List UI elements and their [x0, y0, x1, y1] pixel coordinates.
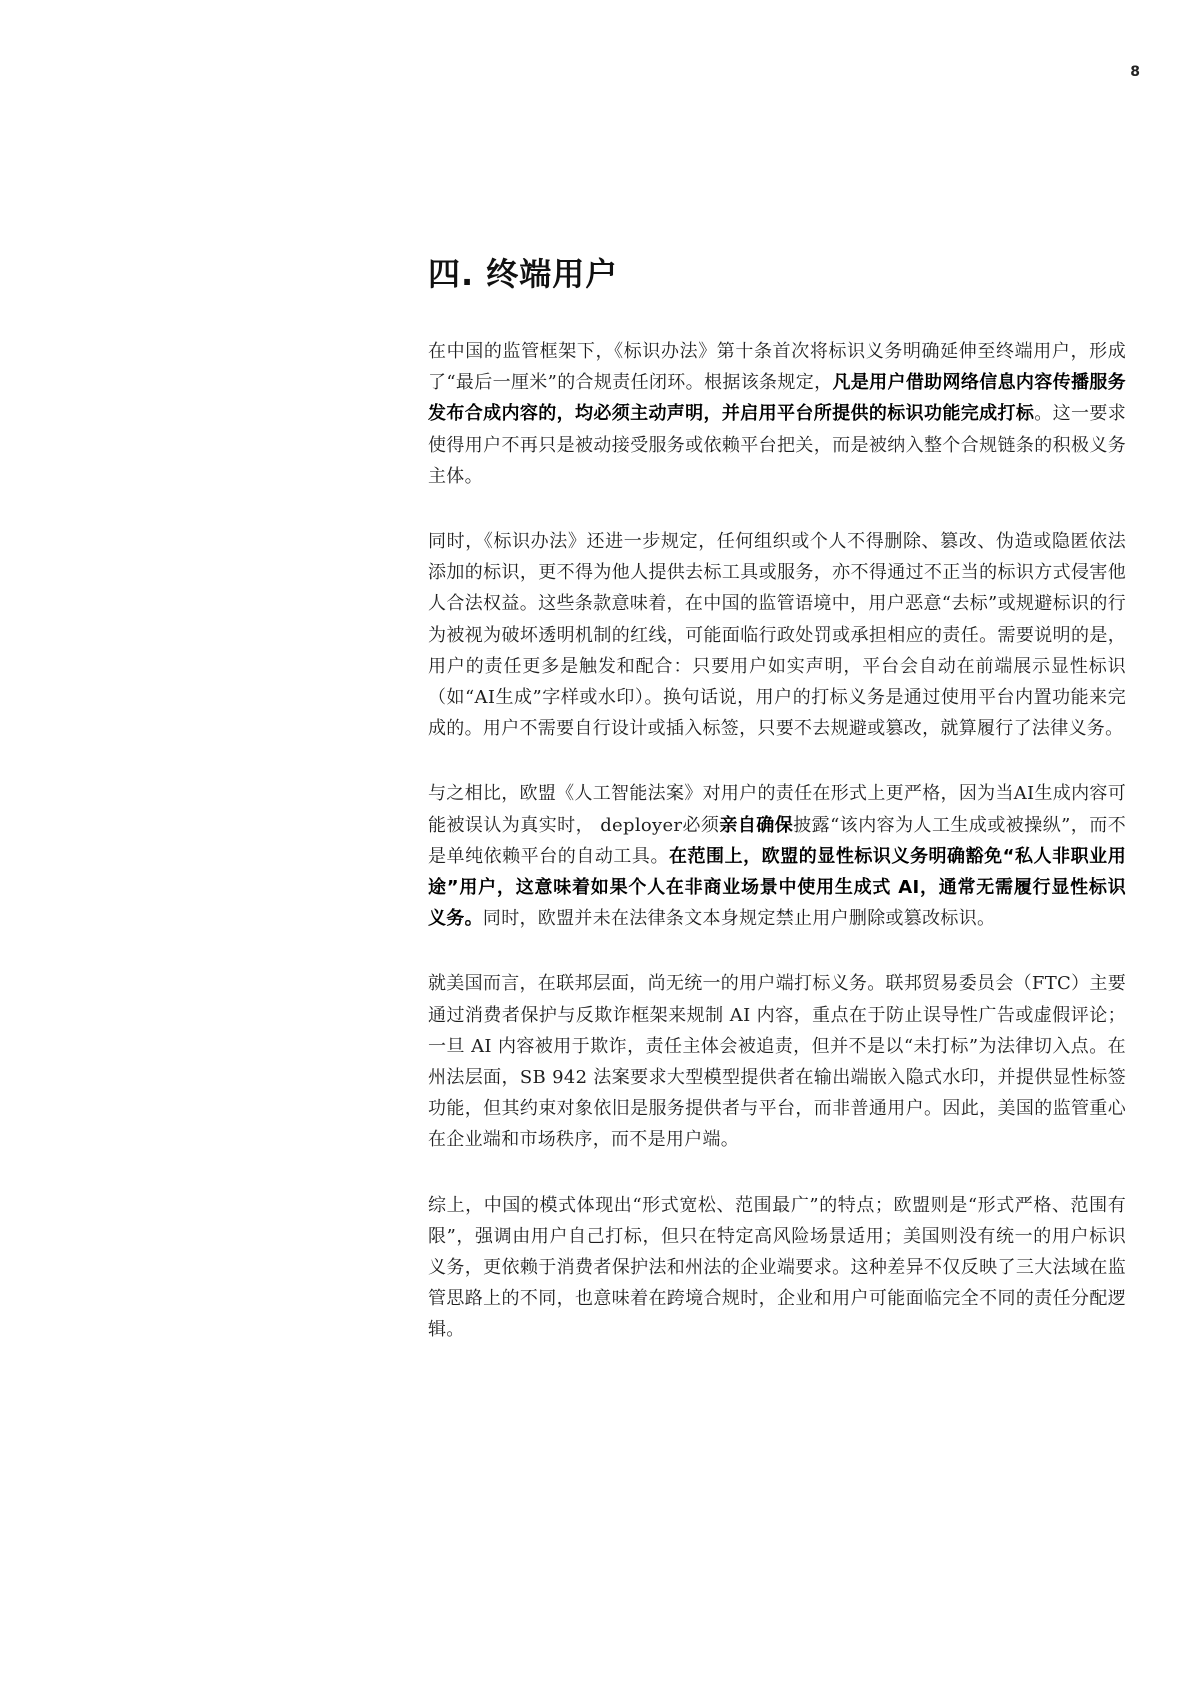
- bold-text-segment: 凡是用户借助网络信息内容传播服务发布合成内容的，均必须主动声明，并启用平台所提供的标识功能完成打标: [428, 372, 1126, 425]
- paragraph-eu-comparison: [428, 778, 1126, 934]
- text-segment: 就美国而言，在联邦层面，尚无统一的用户端打标义务。联邦贸易委员会（FTC）主要通过消费者保护与反欺诈框架来规制 AI 内容，重点在于防止误导性广告或虚假评论；一旦 AI 内容被用于欺诈，责任主体会被追责，但并不是以“未打标”为法律切入点。在州法层面，SB 942 法案要求大型模型提供者在输出端嵌入隐式水印，并提供显性标签功能，但其约束对象依旧是服务提供者与平台，而非普通用户。因此，美国的监管重心在企业端和市场秩序，而不是用户端。: [428, 973, 1126, 1151]
- paragraph-china-prohibitions: [428, 526, 1126, 744]
- paragraph-summary: [428, 1190, 1126, 1346]
- text-segment: 与之相比，欧盟《人工智能法案》对用户的责任在形式上更严格，因为当AI生成内容可能被误认为真实时， deployer必须: [428, 783, 1126, 836]
- document-body: [428, 252, 1126, 1380]
- text-segment: 。这一要求使得用户不再只是被动接受服务或依赖平台把关，而是被纳入整个合规链条的积极义务主体。: [428, 403, 1126, 487]
- paragraph-china-end-users: [428, 336, 1126, 492]
- bold-text-segment: 在范围上，欧盟的显性标识义务明确豁免“私人非职业用途”用户，这意味着如果个人在非商业场景中使用生成式 AI，通常无需履行显性标识义务。: [428, 845, 1126, 930]
- text-segment: 在中国的监管框架下，《标识办法》第十条首次将标识义务明确延伸至终端用户，形成了“最后一厘米”的合规责任闭环。根据该条规定，: [428, 341, 1126, 394]
- page-number: 8: [1130, 64, 1140, 80]
- text-segment: 综上，中国的模式体现出“形式宽松、范围最广”的特点；欧盟则是“形式严格、范围有限”，强调由用户自己打标，但只在特定高风险场景适用；美国则没有统一的用户标识义务，更依赖于消费者保护法和州法的企业端要求。这种差异不仅反映了三大法域在监管思路上的不同，也意味着在跨境合规时，企业和用户可能面临完全不同的责任分配逻辑。: [428, 1194, 1126, 1341]
- paragraph-us-comparison: [428, 968, 1126, 1155]
- text-segment: 同时，《标识办法》还进一步规定，任何组织或个人不得删除、篡改、伪造或隐匿依法添加的标识，更不得为他人提供去标工具或服务，亦不得通过不正当的标识方式侵害他人合法权益。这些条款意味着，在中国的监管语境中，用户恶意“去标”或规避标识的行为被视为破坏透明机制的红线，可能面临行政处罚或承担相应的责任。需要说明的是，用户的责任更多是触发和配合：只要用户如实声明，平台会自动在前端展示显性标识（如“AI生成”字样或水印）。换句话说，用户的打标义务是通过使用平台内置功能来完成的。用户不需要自行设计或插入标签，只要不去规避或篡改，就算履行了法律义务。: [428, 531, 1126, 740]
- section-title: 四. 终端用户: [428, 255, 619, 293]
- bold-text-segment: 亲自确保: [719, 814, 794, 836]
- text-segment: 同时，欧盟并未在法律条文本身规定禁止用户删除或篡改标识。: [482, 908, 996, 930]
- text-segment: 披露“该内容为人工生成或被操纵”，而不是单纯依赖平台的自动工具。: [428, 814, 1127, 867]
